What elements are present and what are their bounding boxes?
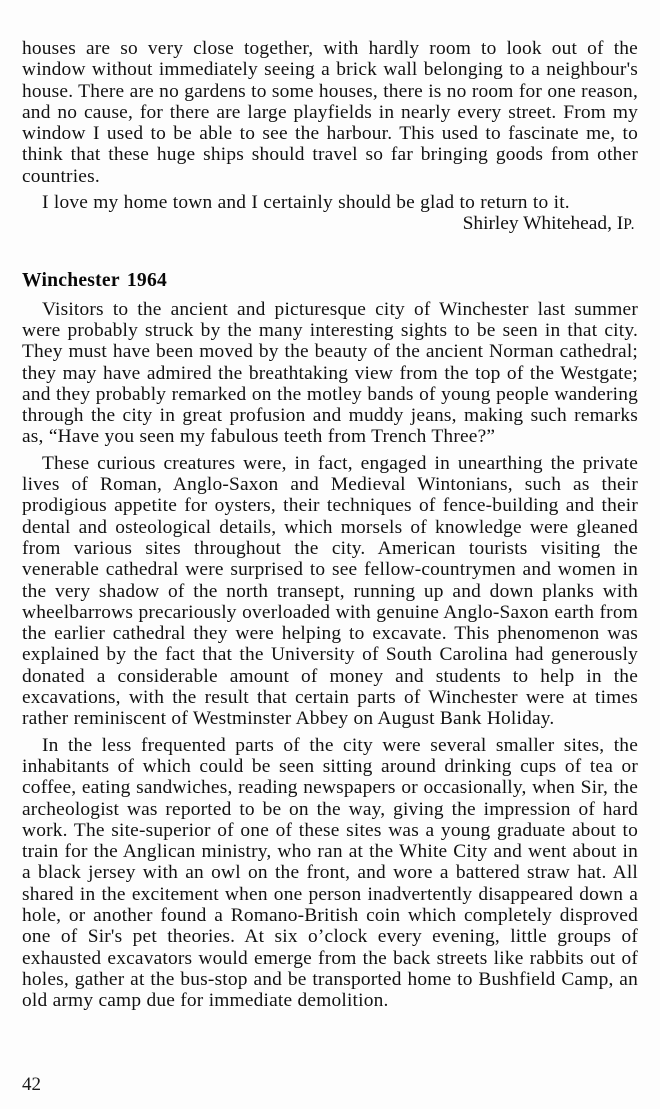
continued-paragraph: houses are so very close together, with hardly room to look out of the window without immediately seeing a brick wall belonging to a neighbour's house. There are no gardens to some houses, there is no room for one reason, and no cause, for there are large playfields in nearly every street. From my window I used to be able to see the harbour. This used to fascinate me, to think that these huge ships should travel so far bringing goods from other countries. bbox=[22, 38, 638, 187]
closing-paragraph: I love my home town and I certainly should be glad to return to it. bbox=[42, 192, 570, 214]
author-signature bbox=[22, 213, 638, 235]
signature-form: I bbox=[616, 213, 624, 235]
signature-form-suffix: P. bbox=[623, 216, 635, 234]
page-text-column bbox=[22, 38, 638, 1011]
signature-name: Shirley Whitehead, bbox=[462, 213, 612, 235]
section-paragraph-1: Visitors to the ancient and picturesque city of Winchester last summer were probably struck by the many interesting sights to be seen in that city. They must have been moved by the beauty of the ancient Norman cathedral; they may have admired the breathtaking view from the top of the Westgate; and they probably remarked on the motley bands of young people wandering through the city in great profusion and muddy jeans, making such remarks as, “Have you seen my fabulous teeth from Trench Three?” bbox=[22, 298, 638, 448]
heading-spacer-top bbox=[22, 236, 638, 270]
section-paragraph-3: In the less frequented parts of the city were several smaller sites, the inhabitants of which could be seen sitting around drinking cups of tea or coffee, eating sandwiches, reading newspapers or occasionally, when Sir, the archeologist was reported to be on the way, giving the impression of hard work. The site-superior of one of these sites was a young graduate about to train for the Anglican ministry, who ran at the White City and went about in a black jersey with an owl on the front, and wore a battered straw hat. All shared in the excitement when one person inadvertently disappeared down a hole, or another found a Romano-British coin which completely disproved one of Sir's pet theories. At six o’clock every evening, little groups of exhausted excavators would emerge from the back streets like rabbits out of holes, gather at the bus-stop and be transported home to Bushfield Camp, an old army camp due for immediate demolition. bbox=[22, 734, 638, 1012]
section-heading: Winchester 1964 bbox=[22, 269, 168, 291]
section-paragraph-2: These curious creatures were, in fact, engaged in unearthing the private lives of Roman, Anglo-Saxon and Medieval Wintonians, such as their prodigious appetite for oysters, their techniques of fence-building and their dental and osteological details, which morsels of knowledge were gleaned from various sites throughout the city. American tourists visiting the venerable cathedral were surprised to see fellow-countrymen and women in the very shadow of the north transept, running up and down planks with wheelbarrows precariously overloaded with genuine Anglo-Saxon earth from the earlier cathedral they were helping to excavate. This phenomenon was explained by the fact that the University of South Carolina had generously donated a considerable amount of money and students to help in the excavations, with the result that certain parts of Winchester were at times rather reminiscent of Westminster Abbey on August Bank Holiday. bbox=[22, 452, 638, 730]
page-number: 42 bbox=[22, 1074, 41, 1095]
heading-spacer-bottom bbox=[22, 292, 638, 299]
